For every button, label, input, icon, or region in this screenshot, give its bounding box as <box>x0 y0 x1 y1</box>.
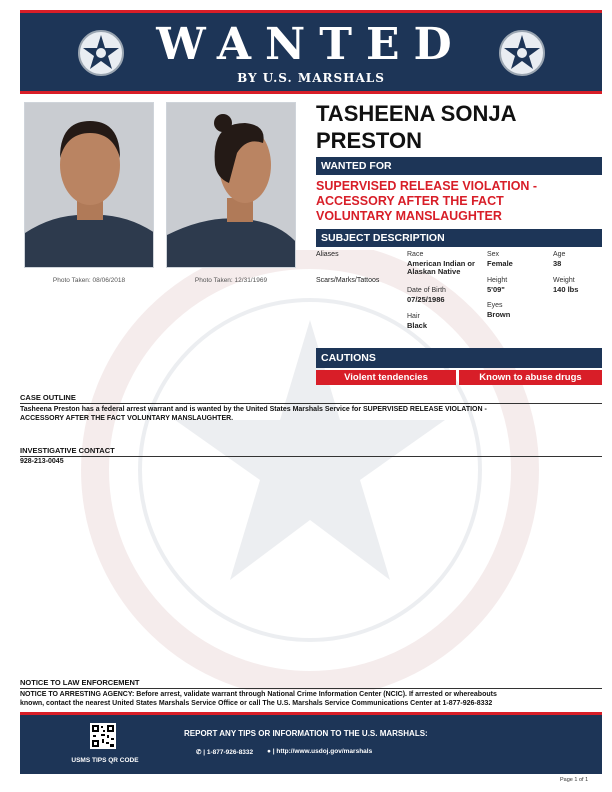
case-outline-heading: CASE OUTLINE <box>20 393 602 404</box>
sex-field <box>487 251 513 268</box>
investigative-contact-phone: 928-213-0045 <box>20 458 64 465</box>
hair-label: Hair <box>407 313 420 320</box>
sex-label: Sex <box>487 251 500 258</box>
wanted-for-heading: WANTED FOR <box>316 157 602 175</box>
eyes-field <box>487 302 510 319</box>
charges-text <box>316 179 602 224</box>
weight-label: Weight <box>553 277 575 284</box>
weight-value: 140 lbs <box>553 284 579 294</box>
age-value: 38 <box>553 258 562 268</box>
height-label: Height <box>487 277 508 284</box>
caution-badge: Violent tendencies <box>316 370 456 385</box>
race-field <box>407 251 475 277</box>
weight-field <box>553 277 578 294</box>
tips-website-link[interactable] <box>267 748 372 755</box>
aliases-label: Aliases <box>316 251 339 258</box>
fugitive-name <box>316 100 606 154</box>
tips-footer <box>20 712 602 774</box>
race-label: Race <box>407 251 424 258</box>
eyes-value: Brown <box>487 309 511 319</box>
name-line: TASHEENA SONJA <box>316 101 517 126</box>
scars-label: Scars/Marks/Tattoos <box>316 277 380 284</box>
phone-icon: ✆ <box>196 749 202 756</box>
globe-icon: ● <box>267 748 271 755</box>
photo-caption: Photo Taken: 12/31/1969 <box>194 277 268 284</box>
charge-line: VOLUNTARY MANSLAUGHTER <box>316 209 502 223</box>
eyes-label: Eyes <box>487 302 503 309</box>
hair-field <box>407 313 427 330</box>
notice-heading: NOTICE TO LAW ENFORCEMENT <box>20 678 602 689</box>
cautions-heading: CAUTIONS <box>316 348 602 368</box>
tips-phone[interactable] <box>196 748 253 756</box>
name-line: PRESTON <box>316 128 422 153</box>
dob-label: Date of Birth <box>407 287 446 294</box>
case-outline-line: Tasheena Preston has a federal arrest warrant and is wanted by the United States Marshals Service for SUPERVISED RELEASE VIOLATION - <box>20 406 487 413</box>
tips-website-text: | http://www.usdoj.gov/marshals <box>272 748 373 755</box>
qr-code-icon[interactable] <box>90 723 116 749</box>
sex-value: Female <box>487 258 513 268</box>
wanted-title: WANTED <box>156 19 466 70</box>
wanted-subtitle: BY U.S. MARSHALS <box>237 71 385 85</box>
caution-badge: Known to abuse drugs <box>459 370 602 385</box>
race-value: American Indian or <box>407 258 475 268</box>
wanted-header <box>20 10 602 94</box>
mugshot-front-photo <box>24 102 154 268</box>
age-field <box>553 251 565 268</box>
investigative-contact-heading: INVESTIGATIVE CONTACT <box>20 446 602 457</box>
dob-field <box>407 287 446 304</box>
dob-value: 07/25/1986 <box>407 294 445 304</box>
height-field <box>487 277 507 294</box>
tips-phone-text: | 1-877-926-8332 <box>203 749 254 756</box>
page-number: Page 1 of 1 <box>560 777 589 783</box>
subject-description-heading: SUBJECT DESCRIPTION <box>316 229 602 247</box>
charge-line: SUPERVISED RELEASE VIOLATION - <box>316 179 538 193</box>
report-tips-text: REPORT ANY TIPS OR INFORMATION TO THE U.S. MARSHALS: <box>184 729 428 738</box>
race-value: Alaskan Native <box>407 267 461 276</box>
case-outline-line: ACCESSORY AFTER THE FACT VOLUNTARY MANSLAUGHTER. <box>20 415 234 422</box>
qr-code-label: USMS TIPS QR CODE <box>71 757 139 764</box>
mugshot-profile-photo <box>166 102 296 268</box>
marshal-star-badge-icon <box>498 29 546 77</box>
hair-value: Black <box>407 320 428 330</box>
height-value: 5'09" <box>487 284 505 294</box>
notice-line: NOTICE TO ARRESTING AGENCY: Before arrest, validate warrant through National Crime Information Center (NCIC). If arrested or whereabouts <box>20 691 497 698</box>
photo-caption: Photo Taken: 08/06/2018 <box>52 277 126 284</box>
charge-line: ACCESSORY AFTER THE FACT <box>316 194 504 208</box>
notice-text <box>20 690 602 708</box>
notice-line: known, contact the nearest United States Marshals Service Office or call The U.S. Marshals Service Communications Center at 1-877-926-8332 <box>20 700 493 707</box>
case-outline-text <box>20 405 602 423</box>
age-label: Age <box>553 251 566 258</box>
